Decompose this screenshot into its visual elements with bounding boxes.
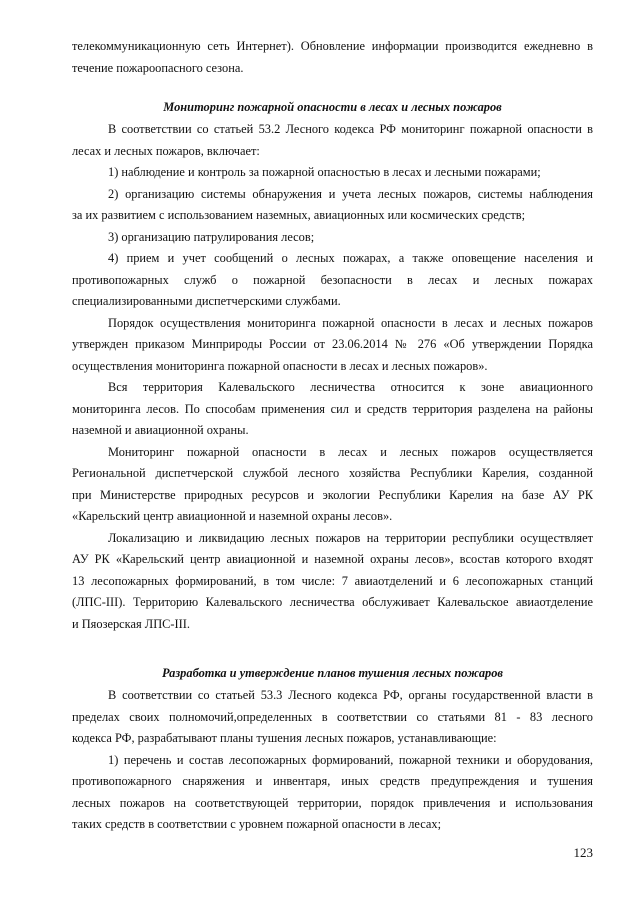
section-heading-fire-plans: Разработка и утверждение планов тушения лесных пожаров xyxy=(162,666,503,680)
text-line: Региональной диспетчерской службой лесного хозяйства Республики Карелия, созданной xyxy=(72,466,593,480)
text-line: мониторинга лесов. По способам применения сил и средств территория разделена на районы xyxy=(72,401,593,416)
text-line: кодекса РФ, разрабатывают планы тушения лесных пожаров, устанавливающие: xyxy=(72,731,497,745)
text-line: таких средств в соответствии с уровнем пожарной опасности в лесах; xyxy=(72,817,442,831)
text-line: противопожарных служб о пожарной безопасности в лесах и лесных пожарах xyxy=(72,272,593,287)
text-line: осуществления мониторинга пожарной опасности в лесах и лесных пожаров». xyxy=(72,358,488,373)
section2-body xyxy=(72,685,593,836)
text-line: при Министерстве природных ресурсов и экологии Республики Карелия на базе АУ РК xyxy=(72,487,593,502)
text-line: наземной и авиационной охраны. xyxy=(72,423,249,437)
text-line: противопожарного снаряжения и инвентаря, иных средств предупреждения и тушения xyxy=(72,774,593,788)
text-line: 2) организацию системы обнаружения и учета лесных пожаров, системы наблюдения xyxy=(108,186,593,201)
text-line: телекоммуникационную сеть Интернет). Обновление информации производится ежедневно в xyxy=(72,39,593,53)
text-line: Мониторинг пожарной опасности в лесах и лесных пожаров осуществляется xyxy=(108,444,593,459)
text-line: 1) перечень и состав лесопожарных формирований, пожарной техники и оборудования, xyxy=(108,752,593,767)
text-line: В соответствии со статьей 53.3 Лесного кодекса РФ, органы государственной власти в xyxy=(108,688,593,702)
list-item: 3) организацию патрулирования лесов; xyxy=(108,229,315,244)
text-line: за их развитием с использованием наземных, авиационных или космических средств; xyxy=(72,208,526,222)
text-line: 13 лесопожарных формирований, в том числе: 7 авиаотделений и 6 лесопожарных станций xyxy=(72,573,593,588)
text-line: Порядок осуществления мониторинга пожарной опасности в лесах и лесных пожаров xyxy=(108,315,593,330)
text-line: и Пяозерская ЛПС-III. xyxy=(72,616,191,631)
text-line: лесах и лесных пожаров, включает: xyxy=(72,143,260,158)
intro-paragraph xyxy=(72,36,593,79)
section-heading-monitoring: Мониторинг пожарной опасности в лесах и лесных пожаров xyxy=(163,100,502,114)
text-line: В соответствии со статьей 53.2 Лесного кодекса РФ мониторинг пожарной опасности в xyxy=(108,122,593,136)
text-line: (ЛПС-III). Территорию Калевальского лесничества обслуживает Калевальское авиаотделение xyxy=(72,595,593,609)
page-number: 123 xyxy=(573,845,593,860)
section1-body xyxy=(72,119,593,635)
text-line: АУ РК «Карельский центр авиационной и наземной охраны лесов», всостав которого входят xyxy=(72,552,593,566)
list-item: 1) наблюдение и контроль за пожарной опасностью в лесах и лесными пожарами; xyxy=(108,165,541,179)
text-line: течение пожароопасного сезона. xyxy=(72,60,244,75)
text-line: пределах своих полномочий,определенных в соответствии со статьями 81 - 83 лесного xyxy=(72,709,593,724)
text-line: Вся территория Калевальского лесничества относится к зоне авиационного xyxy=(108,380,593,394)
text-line: Локализацию и ликвидацию лесных пожаров на территории республики осуществляет xyxy=(108,530,593,545)
text-line: 4) прием и учет сообщений о лесных пожарах, а также оповещение населения и xyxy=(108,251,593,265)
text-line: утвержден приказом Минприроды России от 23.06.2014 № 276 «Об утверждении Порядка xyxy=(72,337,593,351)
text-line: «Карельский центр авиационной и наземной охраны лесов». xyxy=(72,509,393,523)
text-line: специализированными диспетчерскими службами. xyxy=(72,294,341,308)
text-line: лесных пожаров на соответствующей территории, порядок привлечения и использования xyxy=(72,795,593,810)
